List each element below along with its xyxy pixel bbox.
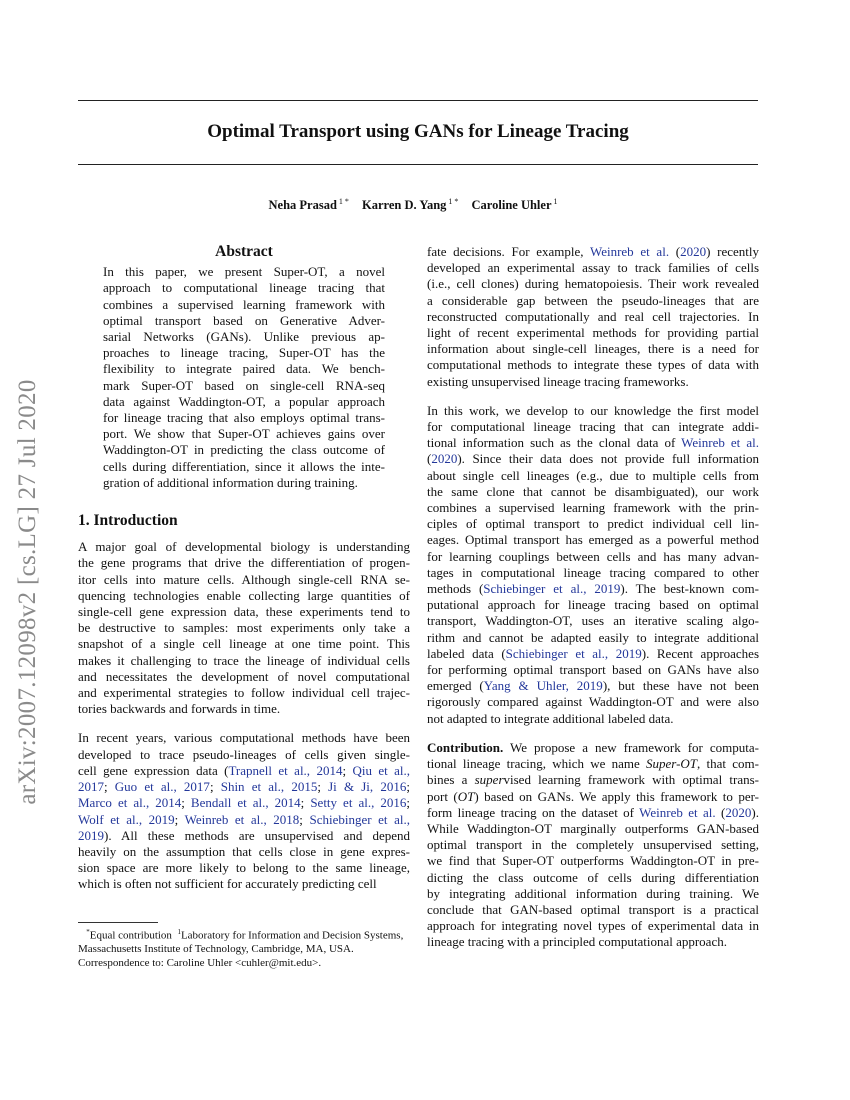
- text-segment: and necessitates the development of novel computational: [78, 668, 410, 684]
- text-line: [103, 442, 385, 458]
- text-line: [103, 361, 385, 377]
- text-segment: quencing technologies enable collecting large quantities of: [78, 587, 410, 603]
- text-line: [78, 685, 410, 701]
- citation-link[interactable]: Guo et al., 2017: [114, 779, 210, 795]
- contribution-paragraph: [427, 740, 759, 951]
- citation-link[interactable]: 2020: [680, 244, 707, 259]
- text-segment: flexibility to integrate paired data. We bench-: [103, 361, 385, 377]
- text-segment: by integrating additional information during training. We: [427, 885, 759, 901]
- text-line: [427, 694, 759, 710]
- text-segment: ciples of optimal transport to predict individual cell lin-: [427, 516, 759, 532]
- citation-link[interactable]: Trapnell et al., 2014: [228, 762, 343, 778]
- text-segment: ;: [174, 811, 185, 827]
- text-line: [427, 918, 759, 934]
- text-segment: makes it challenging to trace the lineage of individual cells: [78, 652, 410, 668]
- introduction-heading: 1. Introduction: [78, 512, 178, 530]
- text-line: [427, 853, 759, 869]
- text-segment: (: [669, 244, 681, 259]
- text-line: [427, 934, 759, 950]
- text-line: [78, 604, 410, 620]
- text-line: [427, 549, 759, 565]
- text-segment: the gene programs that drive the differentiation of progen-: [78, 555, 410, 571]
- citation-link[interactable]: Schiebinger et al., 2019: [483, 581, 621, 597]
- text-segment: ;: [104, 779, 115, 795]
- text-segment: rigorously compared against Waddington-OT and were also: [427, 694, 759, 710]
- text-segment: port (: [427, 788, 458, 804]
- text-segment: heavily on the assumption that cells close in gene expres-: [78, 843, 410, 859]
- text-segment: ;: [181, 795, 191, 811]
- text-segment: proaches to lineage tracing, Super-OT has the: [103, 345, 385, 361]
- text-line: [427, 419, 759, 435]
- text-segment: dicting the class outcome of cells during differentiation: [427, 869, 759, 885]
- citation-link[interactable]: Ji & Ji, 2016: [328, 779, 407, 795]
- text-segment: labeled data (: [427, 645, 506, 661]
- text-line: [103, 280, 385, 296]
- text-segment: In recent years, various computational methods have been: [78, 730, 410, 746]
- footnote-rule: [78, 922, 158, 923]
- author-mark: 1 *: [338, 197, 349, 206]
- abstract-body: [78, 264, 410, 491]
- text-segment: tional information such as the clonal data of: [427, 435, 682, 451]
- text-segment: mark Super-OT based on single-cell RNA-seq: [103, 377, 385, 393]
- text-line: [427, 374, 759, 390]
- text-segment: ) based on GANs. We apply this framework to per-: [474, 788, 759, 804]
- text-segment: which is often not sufficient for accurately predicting cell: [78, 876, 377, 892]
- citation-link[interactable]: Qiu et al.,: [352, 762, 410, 778]
- text-segment: We propose a new framework for computa-: [503, 739, 759, 755]
- text-segment: While Waddington-OT marginally outperforms GAN-based: [427, 820, 759, 836]
- intro-paragraph: [78, 730, 410, 892]
- right-column: [427, 244, 759, 964]
- text-segment: computational methods to integrate these types of data with: [427, 357, 759, 373]
- text-segment: about single cell lineages (e.g., due to multiple cells from: [427, 467, 759, 483]
- text-segment: existing unsupervised lineage tracing frameworks.: [427, 373, 689, 389]
- text-line: [103, 410, 385, 426]
- text-line: [427, 244, 759, 260]
- text-segment: ;: [300, 795, 311, 811]
- emphasis-text: super: [474, 772, 504, 788]
- text-line: [427, 772, 759, 788]
- text-line: [427, 821, 759, 837]
- text-line: [103, 459, 385, 475]
- text-segment: (: [715, 804, 726, 820]
- text-line: [427, 805, 759, 821]
- text-segment: ). Since their data does not provide full information: [457, 451, 759, 467]
- text-segment: reconstructed computationally and real cell trajectories. In: [427, 308, 759, 324]
- body-paragraph: [427, 244, 759, 390]
- text-segment: ) recently: [706, 244, 759, 259]
- text-segment: ). The best-known com-: [620, 581, 759, 597]
- footnote-equal-contribution: Equal contribution: [89, 929, 172, 942]
- text-segment: not adapted to integrate additional labeled data.: [427, 710, 674, 726]
- text-segment: ;: [406, 795, 410, 811]
- text-line: [427, 886, 759, 902]
- text-segment: vised learning framework with optimal trans-: [503, 772, 759, 788]
- text-segment: for performing optimal transport based on GANs have also: [427, 662, 759, 678]
- text-line: [103, 394, 385, 410]
- text-segment: optimal transport based on Generative Adver-: [103, 312, 385, 328]
- body-paragraph: [427, 403, 759, 727]
- text-segment: (i.e., cell clones) during hematopoiesis. Their work revealed: [427, 276, 759, 292]
- citation-link[interactable]: 2020: [431, 451, 458, 467]
- text-line: [78, 812, 410, 828]
- text-segment: developed to trace pseudo-lineages of cells given single-: [78, 746, 410, 762]
- citation-link[interactable]: Shin et al., 2015: [220, 779, 318, 795]
- text-line: [78, 763, 410, 779]
- text-segment: Waddington-OT in predicting the class outcome of: [103, 442, 385, 458]
- citation-link[interactable]: Yang & Uhler, 2019: [483, 678, 603, 694]
- text-segment: methods (: [427, 581, 484, 597]
- text-segment: approach to computational lineage tracing that: [103, 280, 385, 296]
- text-segment: we find that Super-OT outperforms Waddington-OT in pre-: [427, 853, 759, 869]
- citation-link[interactable]: Marco et al., 2014: [78, 795, 182, 811]
- text-segment: optimal transport in the completely unsupervised setting,: [427, 837, 759, 853]
- text-segment: In this paper, we present Super-OT, a novel: [103, 264, 385, 280]
- arxiv-stamp: arXiv:2007.12098v2 [cs.LG] 27 Jul 2020: [14, 379, 41, 805]
- text-line: [78, 653, 410, 669]
- text-line: [103, 475, 385, 491]
- text-segment: ), but these have not been: [602, 678, 759, 694]
- text-line: [78, 747, 410, 763]
- text-segment: a considerable gap between the pseudo-lineages that are: [427, 292, 759, 308]
- text-line: [427, 711, 759, 727]
- text-segment: fate decisions. For example,: [427, 244, 590, 259]
- paper-title: Optimal Transport using GANs for Lineage Tracing: [207, 121, 629, 142]
- text-line: [427, 341, 759, 357]
- text-segment: rithm and cannot be adapted easily to integrate additional: [427, 629, 759, 645]
- text-segment: ). Recent approaches: [641, 645, 760, 661]
- text-line: [78, 669, 410, 685]
- text-line: [427, 468, 759, 484]
- citation-link[interactable]: Wolf et al., 2019: [78, 811, 175, 827]
- text-line: [103, 313, 385, 329]
- text-segment: itor cells into mature cells. Although single-cell RNA se-: [78, 571, 410, 587]
- text-segment: putational approach for lineage tracing based on optimal: [427, 597, 759, 613]
- citation-link[interactable]: Weinreb et al.: [589, 244, 670, 259]
- text-line: [78, 730, 410, 746]
- intro-paragraph: [78, 539, 410, 717]
- text-segment: for computational lineage tracing that can integrate addi-: [427, 419, 759, 435]
- text-line: [427, 435, 759, 451]
- text-line: [427, 532, 759, 548]
- text-line: [78, 539, 410, 555]
- text-line: [103, 329, 385, 345]
- text-line: [427, 500, 759, 516]
- text-line: [78, 588, 410, 604]
- author-mark: 1: [553, 197, 558, 206]
- text-segment: eages. Optimal transport has emerged as a powerful method: [427, 532, 759, 548]
- text-line: [427, 325, 759, 341]
- text-line: [427, 565, 759, 581]
- left-column: [78, 244, 410, 906]
- author-name: Caroline Uhler: [471, 198, 552, 213]
- text-segment: form lineage tracing on the dataset of: [427, 804, 640, 820]
- text-line: [103, 378, 385, 394]
- text-segment: (: [427, 451, 432, 467]
- text-line: [78, 636, 410, 652]
- citation-link[interactable]: 2019: [78, 827, 104, 843]
- emphasis-text: Super-OT: [646, 756, 698, 772]
- citation-link[interactable]: Bendall et al., 2014: [190, 795, 301, 811]
- text-line: [427, 293, 759, 309]
- footnote: *Equal contribution $^1$Laboratory for Information and Decision Systems, Massachusetts Institute of Technology, Cambridge, MA, USA. Correspondence to: Caroline Uhler <cuhler@mit.edu>.: [78, 928, 404, 969]
- text-line: [427, 260, 759, 276]
- text-segment: tories backwards and forwards in time.: [78, 701, 281, 717]
- top-rule: [78, 100, 758, 101]
- text-line: [427, 870, 759, 886]
- text-line: [78, 572, 410, 588]
- text-line: [78, 860, 410, 876]
- text-line: [103, 264, 385, 280]
- text-segment: port. We show that Super-OT achieves gains over: [103, 426, 385, 442]
- text-line: [427, 516, 759, 532]
- text-line: [427, 740, 759, 756]
- text-line: [427, 756, 759, 772]
- text-segment: cells during differentiation, since it allows the inte-: [103, 458, 385, 474]
- text-line: [427, 646, 759, 662]
- citation-link[interactable]: Weinreb et al.: [639, 804, 716, 820]
- text-segment: ;: [317, 779, 329, 795]
- abstract-heading: Abstract: [215, 243, 273, 260]
- paragraph-heading: Contribution.: [427, 739, 504, 755]
- text-line: [427, 403, 759, 419]
- citation-link[interactable]: 2020: [725, 804, 752, 820]
- text-line: [78, 795, 410, 811]
- text-segment: A major goal of developmental biology is understanding: [78, 539, 410, 555]
- emphasis-text: OT: [457, 788, 475, 804]
- text-line: [427, 597, 759, 613]
- text-segment: transport, Waddington-OT, uses an iterative scaling algo-: [427, 613, 759, 629]
- text-segment: information about single-cell lineages, there is a need for: [427, 341, 759, 357]
- text-segment: , that com-: [697, 756, 759, 772]
- citation-link[interactable]: Setty et al., 2016: [310, 795, 407, 811]
- text-segment: tages in computational lineage tracing compared to other: [427, 564, 759, 580]
- text-line: [78, 620, 410, 636]
- citation-link[interactable]: Schiebinger et al.,: [309, 811, 410, 827]
- text-line: [427, 276, 759, 292]
- text-line: [427, 837, 759, 853]
- text-segment: sarial Networks (GANs). Unlike previous ap-: [103, 329, 385, 345]
- text-line: [103, 426, 385, 442]
- text-line: [78, 555, 410, 571]
- text-line: [103, 297, 385, 313]
- text-segment: approach for integrating novel types of experimental data in: [427, 918, 759, 934]
- text-line: [427, 902, 759, 918]
- text-segment: lineage tracing with a principled computational approach.: [427, 934, 727, 950]
- text-line: [78, 779, 410, 795]
- text-line: [427, 630, 759, 646]
- text-segment: ). All these methods are unsupervised and depend: [104, 827, 410, 843]
- text-line: [427, 613, 759, 629]
- text-segment: conclude that GAN-based optimal transport is a practical: [427, 901, 759, 917]
- text-line: [427, 484, 759, 500]
- text-line: [78, 828, 410, 844]
- text-segment: ;: [342, 762, 353, 778]
- text-segment: for learning couplings between cells and has many advan-: [427, 548, 759, 564]
- text-line: [427, 581, 759, 597]
- text-segment: emerged (: [427, 678, 484, 694]
- text-segment: sion space are more likely to belong to the same lineage,: [78, 860, 410, 876]
- text-segment: gration of additional information during training.: [103, 474, 358, 490]
- text-segment: data against Waddington-OT, a popular approach: [103, 393, 385, 409]
- text-line: [78, 876, 410, 892]
- text-segment: the same clone that cannot be disambiguated), our work: [427, 483, 759, 499]
- text-segment: combines a supervised learning framework with the prin-: [427, 500, 759, 516]
- text-line: [78, 844, 410, 860]
- text-segment: single-cell gene expression data, these experiments tend to: [78, 604, 410, 620]
- citation-link[interactable]: Weinreb et al.: [681, 435, 759, 451]
- text-segment: for lineage tracing that also employs optimal trans-: [103, 410, 385, 426]
- text-line: [103, 345, 385, 361]
- author-list: [78, 197, 758, 213]
- text-segment: bines a: [427, 772, 475, 788]
- text-line: [427, 451, 759, 467]
- author-name: Neha Prasad: [268, 198, 337, 213]
- text-line: [427, 789, 759, 805]
- author-mark: 1 *: [448, 197, 459, 206]
- text-line: [427, 662, 759, 678]
- text-segment: In this work, we develop to our knowledge the first model: [427, 402, 759, 418]
- text-segment: ;: [406, 779, 410, 795]
- text-segment: combines a supervised learning framework with: [103, 296, 385, 312]
- text-segment: ;: [209, 779, 221, 795]
- text-segment: be destructive to samples: most experiments only take a: [78, 620, 410, 636]
- text-segment: cell gene expression data (: [78, 762, 229, 778]
- text-line: [78, 701, 410, 717]
- footnote-affiliation: Laboratory for Information and Decision Systems, Massachusetts Institute of Technology, Cambridge, MA, USA. Correspondence to: Caroline Uhler <cuhler@mit.edu>.: [78, 929, 404, 969]
- text-segment: ;: [299, 811, 310, 827]
- citation-link[interactable]: Weinreb et al., 2018: [184, 811, 300, 827]
- author-name: Karren D. Yang: [362, 198, 447, 213]
- text-segment: snapshot of a single cell lineage at one time point. This: [78, 636, 410, 652]
- text-segment: light of recent experimental methods for providing partial: [427, 325, 759, 341]
- citation-link[interactable]: 2017: [78, 779, 104, 795]
- text-line: [427, 357, 759, 373]
- text-line: [427, 678, 759, 694]
- text-line: [427, 309, 759, 325]
- text-segment: tional lineage tracing, which we name: [427, 756, 647, 772]
- text-segment: developed an experimental assay to track families of cells: [427, 260, 759, 276]
- text-segment: and experimental strategies to follow individual cell trajec-: [78, 685, 410, 701]
- text-segment: ).: [751, 804, 759, 820]
- title-bottom-rule: [78, 164, 758, 165]
- citation-link[interactable]: Schiebinger et al., 2019: [505, 645, 642, 661]
